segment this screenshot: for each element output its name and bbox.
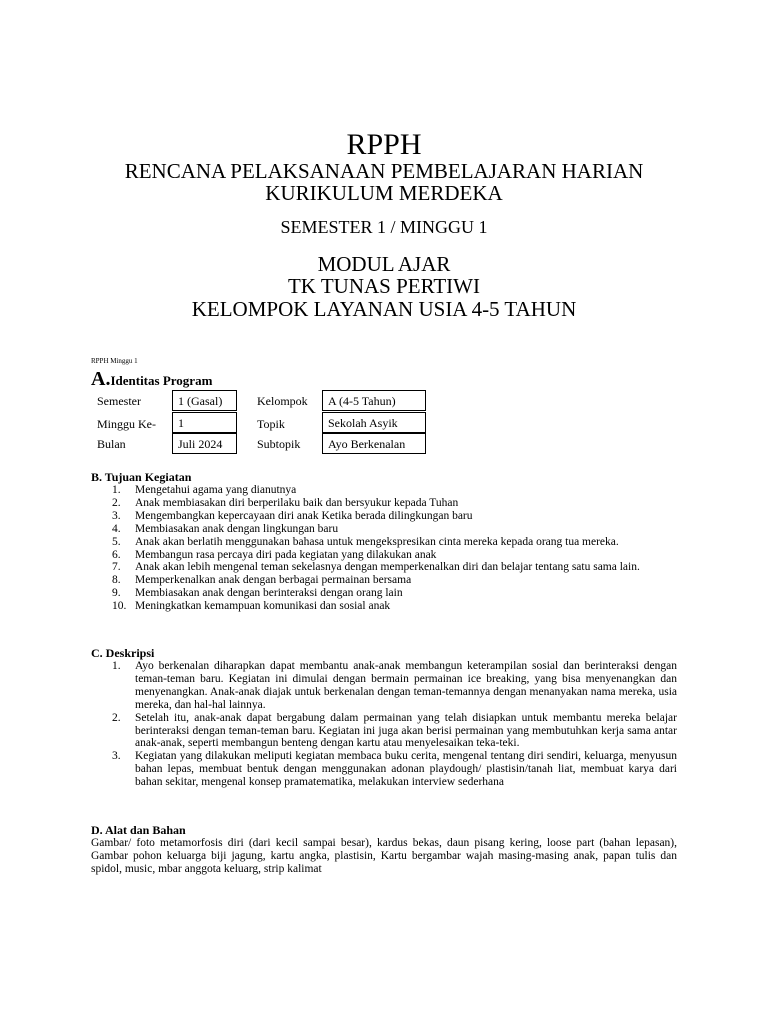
identity-label-minggu: Minggu Ke- <box>97 417 156 431</box>
section-a-heading <box>91 368 212 391</box>
identity-label-kelompok: Kelompok <box>257 394 308 408</box>
list-item: 5. Anak akan berlatih menggunakan bahasa untuk mengekspresikan cinta mereka kepada orang tua mereka. <box>112 535 619 548</box>
section-d-text: Gambar/ foto metamorfosis diri (dari kecil sampai besar), kardus bekas, daun pisang kering, loose part (bahan lepasan), Gambar pohon keluarga biji jagung, kartu angka, plastisin, Kartu bergambar wajah masing-masing anak, papan tulis dan spidol, music, mbar anggota keluarg, strip kalimat <box>91 837 677 875</box>
list-item: 2. Setelah itu, anak-anak dapat bergabung dalam permainan yang telah disiapkan untuk membantu mereka belajar berinteraksi dengan teman-teman baru. Kegiatan ini juga akan berisi permainan yang membutuhkan kerja sama antar anak-anak, seperti membangun benteng dengan kartu atau menyelesaikan teka-teki. <box>112 711 677 750</box>
list-item: 9. Membiasakan anak dengan berinteraksi dengan orang lain <box>112 587 403 600</box>
list-item: 1. Ayo berkenalan diharapkan dapat membantu anak-anak membangun keterampilan sosial dan berinteraksi dengan teman-teman baru. Kegiatan ini dimulai dengan bermain permainan ice breaking, yang bisa menyenangkan dan menyenangkan. Anak-anak diajak untuk berkenalan dengan teman-temannya dengan menanyakan nama mereka, usia mereka, dan hal-hal lainnya. <box>112 660 677 711</box>
section-b-title: B. Tujuan Kegiatan <box>91 470 192 484</box>
list-item: 3. Kegiatan yang dilakukan meliputi kegiatan membaca buku cerita, mengenal tentang diri sendiri, keluarga, menyusun bahan lepas, membuat bentuk dengan menggunakan adonan playdough/ plastisin/tanah liat, membuat karya dari bahan sekitar, mengenal konsep pramatematika, melakukan interview sederhana <box>112 750 677 789</box>
list-item: 1. Mengetahui agama yang dianutnya <box>112 484 297 496</box>
identity-value-minggu: 1 <box>172 412 237 433</box>
identity-value-kelompok: A (4-5 Tahun) <box>322 390 426 411</box>
list-item: 3. Mengembangkan kepercayaan diri anak Ketika berada dilingkungan baru <box>112 509 473 522</box>
identity-value-semester: 1 (Gasal) <box>172 390 237 411</box>
identity-label-subtopik: Subtopik <box>257 437 301 451</box>
section-c-title: C. Deskripsi <box>91 646 155 660</box>
section-c-list <box>91 660 677 789</box>
identity-value-subtopik: Ayo Berkenalan <box>322 433 426 454</box>
identity-label-semester: Semester <box>97 394 141 408</box>
identity-value-topik: Sekolah Asyik <box>322 412 426 433</box>
list-item: 4. Membiasakan anak dengan lingkungan baru <box>112 522 339 535</box>
document-title: RPPH <box>346 128 422 161</box>
semester-line: SEMESTER 1 / MINGGU 1 <box>280 217 488 237</box>
list-item: 6. Membangun rasa percaya diri pada kegiatan yang dilakukan anak <box>112 548 437 561</box>
identity-label-bulan: Bulan <box>97 437 126 451</box>
section-a-title: Identitas Program <box>110 373 213 388</box>
list-item: 10. Meningkatkan kemampuan komunikasi dan sosial anak <box>112 600 391 613</box>
section-a-letter: A. <box>91 368 111 390</box>
list-item: 7. Anak akan lebih mengenal teman sekelasnya dengan memperkenalkan diri dan belajar tentang satu sama lain. <box>112 561 640 574</box>
document-subtitle-line1: RENCANA PELAKSANAAN PEMBELAJARAN HARIAN <box>124 159 644 183</box>
section-d-title: D. Alat dan Bahan <box>91 823 186 837</box>
module-line1: MODUL AJAR <box>317 252 451 276</box>
module-line2: TK TUNAS PERTIWI <box>287 274 480 298</box>
document-subtitle-line2: KURIKULUM MERDEKA <box>265 181 503 205</box>
section-b-list <box>91 484 677 613</box>
module-line3: KELOMPOK LAYANAN USIA 4-5 TAHUN <box>191 297 577 321</box>
identity-label-topik: Topik <box>257 417 285 431</box>
list-item: 2. Anak membiasakan diri berperilaku baik dan bersyukur kepada Tuhan <box>112 496 459 509</box>
running-header: RPPH Minggu 1 <box>91 357 138 365</box>
identity-value-bulan: Juli 2024 <box>172 433 237 454</box>
list-item: 8. Memperkenalkan anak dengan berbagai permainan bersama <box>112 574 412 587</box>
